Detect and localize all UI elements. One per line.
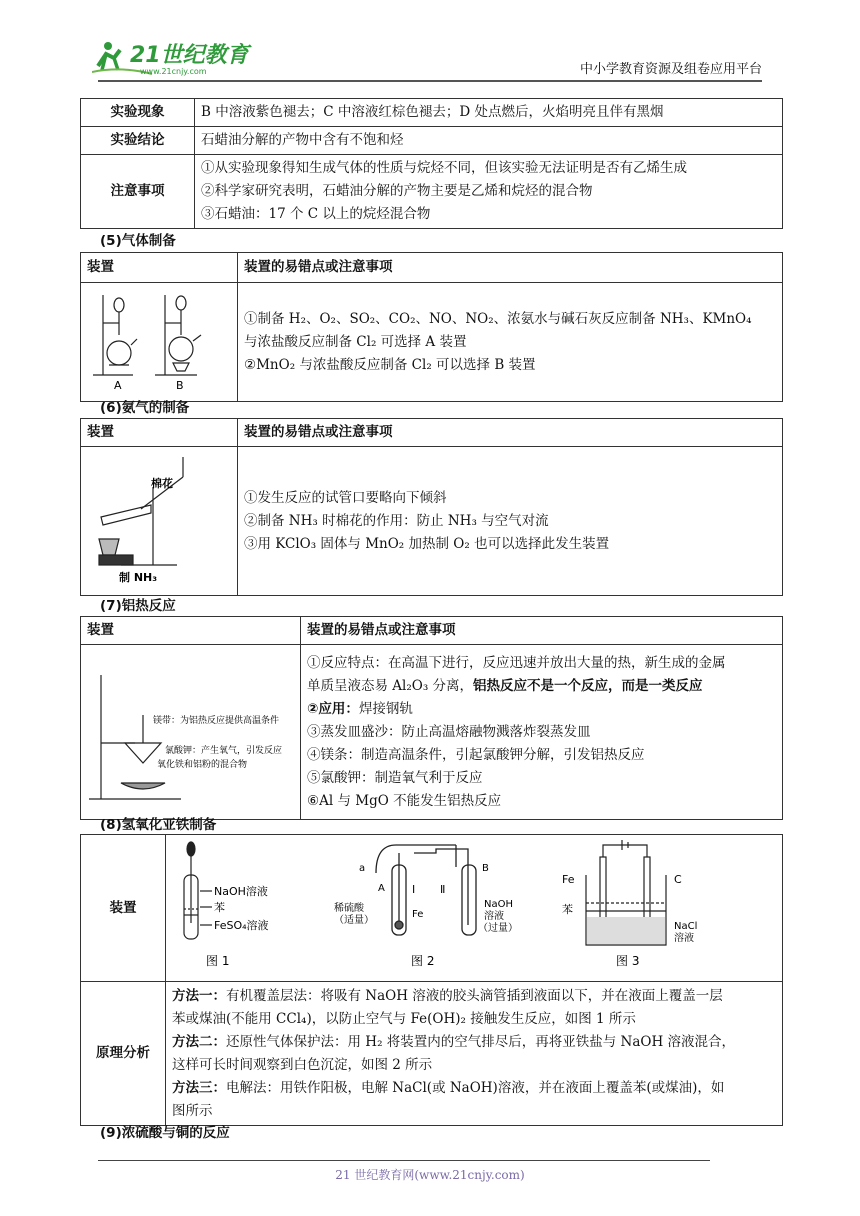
note-line: ④镁条：制造高温条件，引起氯酸钾分解，引发铝热反应 <box>307 746 645 763</box>
figure-1-icon <box>184 842 212 939</box>
fig2-fe-label: Fe <box>412 909 424 920</box>
note-line: ③用 KClO₃ 固体与 MnO₂ 加热制 O₂ 也可以选择此发生装置 <box>244 535 610 552</box>
method-3-line-2: 图所示 <box>172 1102 213 1119</box>
footer-divider <box>98 1160 710 1161</box>
note-line: 与浓盐酸反应制备 Cl₂ 可选择 A 装置 <box>244 333 467 350</box>
note-line: ③石蜡油：17 个 C 以上的烷烃混合物 <box>201 206 431 222</box>
notes-header: 装置的易错点或注意事项 <box>238 253 783 283</box>
notes-header: 装置的易错点或注意事项 <box>238 419 783 447</box>
mixture-label: 氧化铁和铝粉的混合物 <box>157 760 248 770</box>
note-line: ①反应特点：在高温下进行，反应迅速并放出大量的热，新生成的金属 <box>307 654 726 671</box>
fig3-nacl-label: NaCl <box>674 921 698 932</box>
fig2-I-label: Ⅰ <box>412 883 416 896</box>
fig3-fe-label: Fe <box>562 873 575 886</box>
fig2-B-label: B <box>482 863 489 874</box>
conclusion-label: 实验结论 <box>81 127 195 155</box>
fig1-naoh-label: NaOH溶液 <box>214 885 268 898</box>
header-divider <box>98 80 762 82</box>
fig2-A-label: A <box>378 883 385 894</box>
note-line: ⑤氯酸钾：制造氧气利于反应 <box>307 769 483 786</box>
fig-label-a: A <box>114 379 122 392</box>
method-3-line: 方法三：电解法：用铁作阳极，电解 NaCl(或 NaOH)溶液，并在液面上覆盖苯(或煤油)，如 <box>172 1079 725 1096</box>
note-line: ①制备 H₂、O₂、SO₂、CO₂、NO、NO₂、浓氨水与碱石灰反应制备 NH₃、KMnO₄ <box>244 310 752 327</box>
phenomenon-label: 实验现象 <box>81 99 195 127</box>
conclusion-value: 石蜡油分解的产物中含有不饱和烃 <box>195 127 783 155</box>
figure-2-icon <box>376 845 476 935</box>
method-2-line: 方法二：还原性气体保护法：用 H₂ 将装置内的空气排尽后，再将亚铁盐与 NaOH 溶液混合， <box>172 1033 736 1050</box>
principle-label: 原理分析 <box>81 982 166 1126</box>
feoh2-figures <box>166 835 783 982</box>
section-9-title: (9)浓硫酸与铜的反应 <box>100 1125 230 1141</box>
gas-apparatus-figure <box>81 283 238 402</box>
feoh2-table <box>80 834 783 1126</box>
kclo3-label: 氯酸钾：产生氧气，引发反应 <box>165 746 283 756</box>
method-1-line-2: 苯或煤油(不能用 CCl₄)，以防止空气与 Fe(OH)₂ 接触发生反应，如图 1 所示 <box>172 1010 636 1027</box>
note-line: ②应用：焊接钢轨 <box>307 700 413 717</box>
logo-text: 21世纪教育 <box>130 43 249 68</box>
fig3-c-label: C <box>674 873 682 886</box>
fig1-feso4-label: FeSO₄溶液 <box>214 919 269 932</box>
thermite-apparatus-icon <box>81 645 299 811</box>
principle-analysis <box>166 982 783 1126</box>
notes-header: 装置的易错点或注意事项 <box>301 617 783 645</box>
fig2-naoh-label: NaOH <box>484 899 513 910</box>
method-2-line-2: 这样可长时间观察到白色沉淀，如图 2 所示 <box>172 1056 433 1073</box>
platform-name: 中小学教育资源及组卷应用平台 <box>579 61 762 76</box>
figure-3-icon <box>586 840 666 945</box>
fig2-II-label: Ⅱ <box>440 883 446 896</box>
ammonia-notes <box>238 447 783 596</box>
thermite-table <box>80 616 783 820</box>
note-line: ②制备 NH₃ 时棉花的作用：防止 NH₃ 与空气对流 <box>244 512 549 529</box>
fig3-benzene-label: 苯 <box>562 903 573 916</box>
experiment-table <box>80 98 783 229</box>
fig2-caption: 图 2 <box>411 954 435 968</box>
fig-label-b: B <box>176 379 184 392</box>
note-line: ②科学家研究表明，石蜡油分解的产物主要是乙烯和烷烃的混合物 <box>201 183 593 199</box>
fig3-solution-label: 溶液 <box>674 933 694 944</box>
note-line: ②MnO₂ 与浓盐酸反应制备 Cl₂ 可以选择 B 装置 <box>244 356 536 373</box>
phenomenon-value: B 中溶液紫色褪去；C 中溶液红棕色褪去；D 处点燃后，火焰明亮且伴有黑烟 <box>195 99 783 127</box>
note-line: ⑥Al 与 MgO 不能发生铝热反应 <box>307 792 502 809</box>
logo-url: www.21cnjy.com <box>140 67 207 76</box>
device-label: 装置 <box>81 835 166 982</box>
thermite-notes <box>301 645 783 820</box>
fig-caption: 制 NH₃ <box>119 571 158 584</box>
ammonia-apparatus-figure <box>81 447 238 596</box>
fig2-acid-label: 稀硫酸 <box>334 903 364 914</box>
thermite-apparatus-figure <box>81 645 301 820</box>
method-1-line: 方法一：有机覆盖层法：将吸有 NaOH 溶液的胶头滴管插到液面以下，并在液面上覆盖一层 <box>172 987 723 1004</box>
fig2-acid-amount: （适量） <box>334 915 374 926</box>
section-5-title: (5)气体制备 <box>100 233 176 249</box>
ammonia-prep-table <box>80 418 783 596</box>
device-header: 装置 <box>81 419 238 447</box>
section-7-title: (7)铝热反应 <box>100 598 176 614</box>
section-6-title: (6)氨气的制备 <box>100 400 190 416</box>
note-line: ③蒸发皿盛沙：防止高温熔融物溅落炸裂蒸发皿 <box>307 723 591 740</box>
ammonia-apparatus-icon <box>81 447 236 587</box>
notes-value <box>195 155 783 229</box>
device-header: 装置 <box>81 617 301 645</box>
gas-prep-table <box>80 252 783 402</box>
fig2-a-label: a <box>359 863 366 874</box>
section-8-title: (8)氢氧化亚铁制备 <box>100 817 217 833</box>
cotton-label: 棉花 <box>151 477 173 490</box>
fig3-caption: 图 3 <box>616 954 640 968</box>
fig1-benzene-label: 苯 <box>214 901 225 914</box>
site-logo[interactable] <box>92 36 262 80</box>
device-header: 装置 <box>81 253 238 283</box>
fig1-caption: 图 1 <box>206 954 230 968</box>
note-line: 单质呈液态易 Al₂O₃ 分离，铝热反应不是一个反应，而是一类反应 <box>307 677 703 694</box>
note-line: ①从实验现象得知生成气体的性质与烷烃不同，但该实验无法证明是否有乙烯生成 <box>201 160 687 176</box>
fig2-excess-label: （过量） <box>478 923 518 934</box>
gas-apparatus-icon <box>81 283 236 393</box>
footer-link[interactable]: 21 世纪教育网(www.21cnjy.com) <box>335 1168 525 1182</box>
magnesium-label: 镁带：为铝热反应提供高温条件 <box>153 716 280 726</box>
gas-notes <box>238 283 783 402</box>
note-line: ①发生反应的试管口要略向下倾斜 <box>244 489 447 506</box>
notes-label: 注意事项 <box>81 155 195 229</box>
fig2-solution-label: 溶液 <box>484 911 504 922</box>
